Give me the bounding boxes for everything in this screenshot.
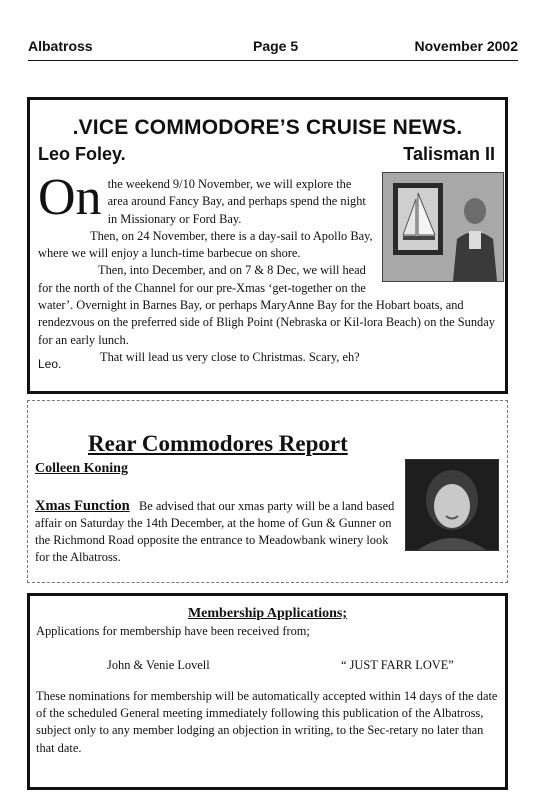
- rear-commodore-title: Rear Commodores Report: [88, 431, 348, 456]
- membership-boat: “ JUST FARR LOVE”: [341, 658, 454, 672]
- rear-commodore-photo: [405, 459, 499, 551]
- cruise-para-1: the weekend 9/10 November, we will explore the area around Fancy Bay, and perhaps spend the night in Missionary or Ford Bay.: [107, 177, 366, 226]
- xmas-function-heading: Xmas Function: [35, 498, 130, 514]
- rear-commodore-box: [27, 400, 508, 583]
- membership-box: [27, 593, 508, 790]
- cruise-author: Leo Foley.: [38, 144, 126, 164]
- photo-image: [406, 460, 498, 550]
- cruise-para-4: That will lead us very close to Christmas. Scary, eh?: [100, 349, 360, 364]
- drop-cap: On: [38, 169, 102, 226]
- issue-date: November 2002: [414, 38, 518, 54]
- rear-commodore-author: Colleen Koning: [35, 461, 128, 476]
- cruise-signoff: Leo.: [38, 357, 62, 371]
- photo-image: [383, 173, 503, 281]
- cruise-body: [38, 169, 504, 366]
- rear-commodore-body: [35, 498, 403, 566]
- membership-intro: Applications for membership have been received from;: [36, 624, 310, 638]
- newsletter-title: Albatross: [28, 38, 93, 54]
- xmas-function-text: Be advised that our xmas party will be a land based affair on Saturday the 14th December, at the home of Gun & Gunner on the Richmond Road opposite the entrance to Meadowbank winery look for the Albatross.: [35, 499, 395, 564]
- cruise-news-title: .VICE COMMODORE’S CRUISE NEWS.: [72, 116, 463, 139]
- cruise-boat: Talisman II: [403, 144, 495, 164]
- header-rule: [28, 60, 518, 61]
- cruise-news-box: [27, 97, 508, 394]
- membership-applicants: John & Venie Lovell: [107, 658, 210, 672]
- cruise-para-3: Then, into December, and on 7 & 8 Dec, we will head for the north of the Channel for our pre-Xmas ‘get-together on the water’. Overnight in Barnes Bay, or perhaps MaryAnne Bay for the Hobart boats, and rendezvous on the preferred side of Bligh Point (Nebraska or Kil-lora Beach) on the Sunday for an early lunch.: [38, 263, 495, 347]
- membership-body: These nominations for membership will be automatically accepted within 14 days of the date of the scheduled General meeting immediately following this publication of the Albatross, subject only to any member lodging an objection in writing, to the Sec-retary no later than that date.: [36, 689, 498, 755]
- page-number: Page 5: [253, 38, 299, 54]
- cruise-para-2: Then, on 24 November, there is a day-sail to Apollo Bay, where we will enjoy a lunch-time barbecue on shore.: [38, 228, 373, 261]
- vice-commodore-photo: [382, 172, 504, 282]
- membership-title: Membership Applications;: [187, 606, 348, 621]
